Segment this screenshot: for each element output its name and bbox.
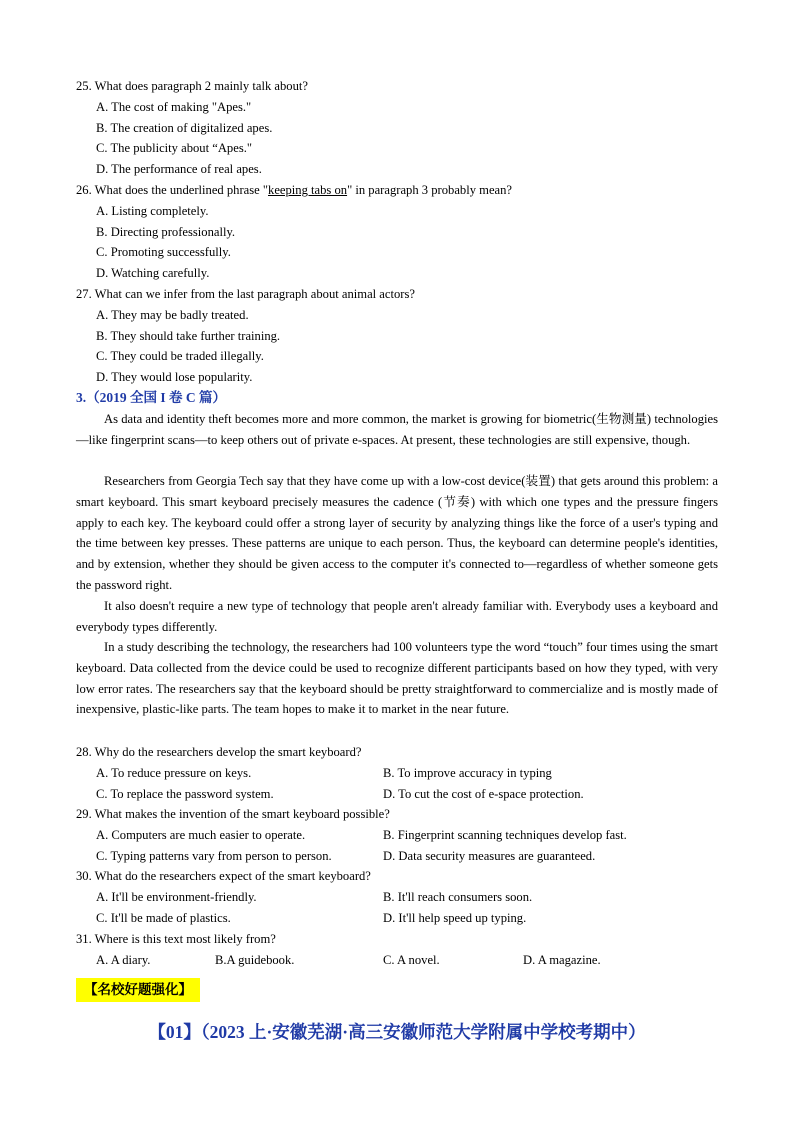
question-31-option-c: C. A novel. [383, 953, 440, 967]
question-source-heading: 【01】（2023 上·安徽芜湖·高三安徽师范大学附属中学校考期中） [148, 1022, 646, 1042]
question-30-stem: 30. What do the researchers expect of the smart keyboard? [76, 869, 371, 883]
question-27-option-d: D. They would lose popularity. [96, 370, 253, 384]
question-26-stem-before: 26. What does the underlined phrase " [76, 183, 269, 197]
question-29-option-b: B. Fingerprint scanning techniques develop fast. [383, 828, 627, 842]
question-28-option-a: A. To reduce pressure on keys. [96, 766, 252, 780]
question-31-option-d: D. A magazine. [523, 953, 601, 967]
question-29-option-d: D. Data security measures are guaranteed. [383, 849, 596, 863]
question-29-option-a: A. Computers are much easier to operate. [96, 828, 306, 842]
question-30-option-d: D. It'll help speed up typing. [383, 911, 527, 925]
question-31-option-b: B.A guidebook. [215, 953, 295, 967]
question-27-option-a: A. They may be badly treated. [96, 308, 249, 322]
question-25-stem: 25. What does paragraph 2 mainly talk about? [76, 79, 308, 93]
passage-paragraph-1: As data and identity theft becomes more and more common, the market is growing for biometric(生物测量) technologies—like fingerprint scans—to keep others out of private e-spaces. At present, these technologies are still expensive, though. [76, 412, 718, 447]
question-28-option-c: C. To replace the password system. [96, 787, 274, 801]
question-28-option-d: D. To cut the cost of e-space protection. [383, 787, 584, 801]
question-29-stem: 29. What makes the invention of the smart keyboard possible? [76, 807, 390, 821]
question-28-stem: 28. Why do the researchers develop the smart keyboard? [76, 745, 362, 759]
question-26-option-d: D. Watching carefully. [96, 266, 210, 280]
question-30-option-a: A. It'll be environment-friendly. [96, 890, 257, 904]
question-30-option-c: C. It'll be made of plastics. [96, 911, 231, 925]
passage-paragraph-2: Researchers from Georgia Tech say that they have come up with a low-cost device(装置) that gets around this problem: a smart keyboard. This smart keyboard precisely measures the cadence (节奏) with which one types and the pressure fingers apply to each key. The keyboard could offer a strong layer of security by analyzing things like the force of a user's typing and the time between key presses. These patterns are unique to each person. Thus, the keyboard can determine people's identities, and by extension, whether they should be given access to the computer it's connected to—regardless of whether someone gets the password right. [76, 474, 718, 592]
question-26-option-a: A. Listing completely. [96, 204, 209, 218]
question-26-stem [76, 182, 512, 198]
question-26-underlined-phrase: keeping tabs on [268, 183, 348, 197]
question-26-option-b: B. Directing professionally. [96, 225, 236, 239]
question-25-option-b: B. The creation of digitalized apes. [96, 121, 273, 135]
passage-paragraph-3: It also doesn't require a new type of technology that people aren't already familiar with. Everybody uses a keyboard and everybody types differently. [76, 599, 718, 634]
question-27-option-b: B. They should take further training. [96, 329, 281, 343]
question-25-option-d: D. The performance of real apes. [96, 162, 262, 176]
passage-paragraph-4: In a study describing the technology, the researchers had 100 volunteers type the word “touch” four times using the smart keyboard. Data collected from the device could be used to recognize different participants based on how they typed, with very low error rates. The researchers say that the keyboard should be pretty straightforward to commercialize and is mostly made of inexpensive, plastic-like parts. The team hopes to make it to market in the near future. [76, 640, 718, 717]
highlight-tag: 【名校好题强化】 [76, 978, 200, 1002]
question-31-option-a: A. A diary. [96, 953, 151, 967]
question-28-option-b: B. To improve accuracy in typing [383, 766, 552, 780]
question-26-option-c: C. Promoting successfully. [96, 245, 231, 259]
question-27-stem: 27. What can we infer from the last paragraph about animal actors? [76, 287, 415, 301]
question-25-option-c: C. The publicity about “Apes." [96, 141, 253, 155]
question-30-option-b: B. It'll reach consumers soon. [383, 890, 533, 904]
section-3-heading: 3.（2019 全国 I 卷 C 篇） [76, 390, 227, 405]
question-31-stem: 31. Where is this text most likely from? [76, 932, 276, 946]
question-27-option-c: C. They could be traded illegally. [96, 349, 264, 363]
question-25-option-a: A. The cost of making "Apes." [96, 100, 252, 114]
question-29-option-c: C. Typing patterns vary from person to person. [96, 849, 332, 863]
question-26-stem-after: " in paragraph 3 probably mean? [347, 183, 513, 197]
